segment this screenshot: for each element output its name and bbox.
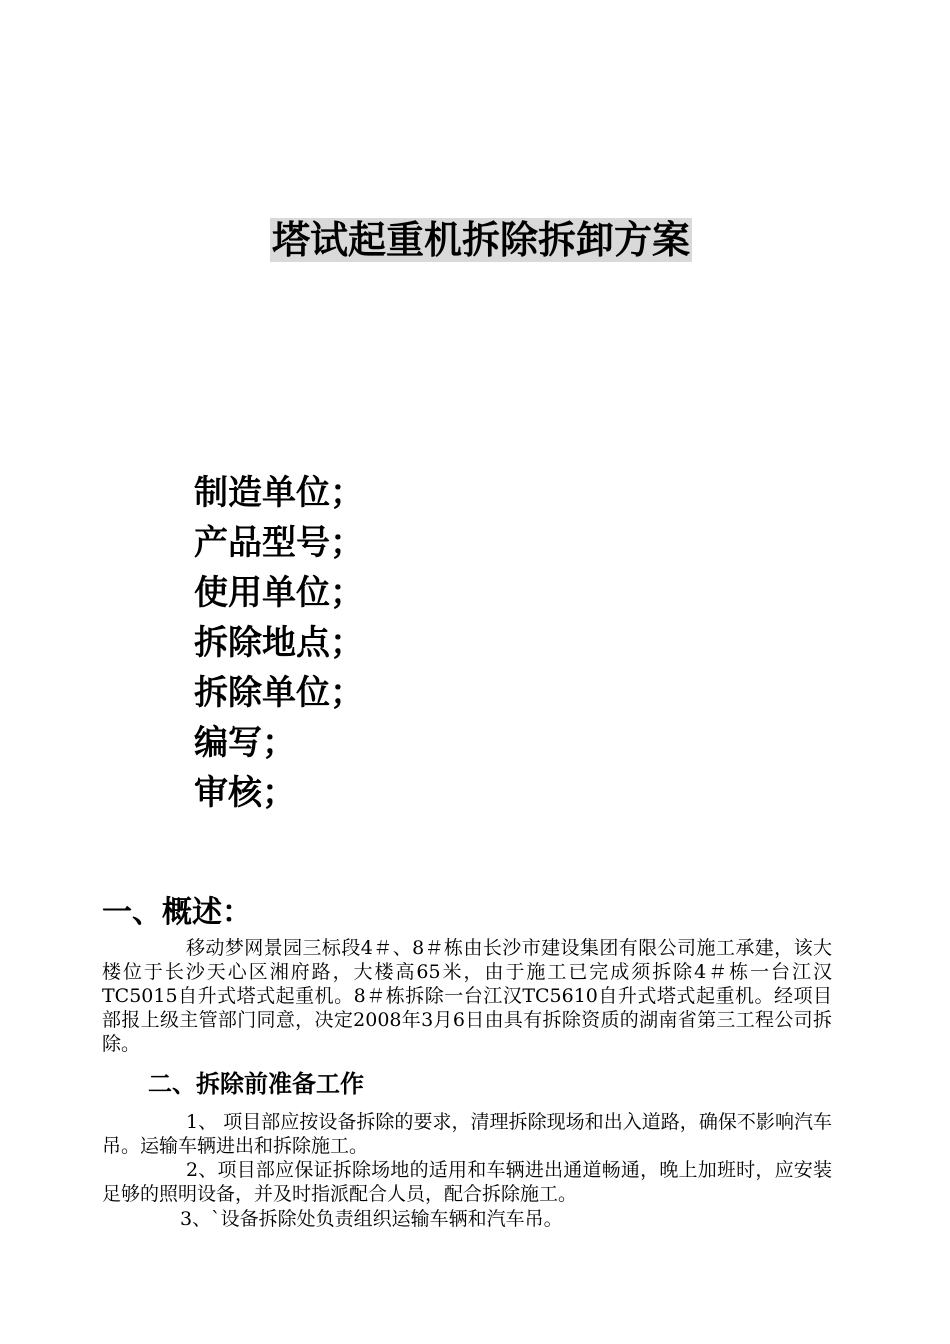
field-user-unit: 使用单位； <box>194 573 364 613</box>
section2-heading: 二、拆除前准备工作 <box>148 1069 364 1098</box>
section1-paragraph: 移动梦网景园三标段4＃、8＃栋由长沙市建设集团有限公司施工承建，该大楼位于长沙天心区湘府路，大楼高65米，由于施工已完成须拆除4＃栋一台江汉TC5015自升式塔式起重机。8＃栋拆除一台江汉TC5610自升式塔式起重机。经项目部报上级主管部门同意，决定2008年3月6日由具有拆除资质的湖南省第三工程公司拆除。 <box>102 937 832 1055</box>
info-field-list <box>194 468 364 818</box>
section2-item-3: 3、`设备拆除处负责组织运输车辆和汽车吊。 <box>180 1208 563 1230</box>
document-title: 塔试起重机拆除拆卸方案 <box>272 217 691 262</box>
field-reviewer: 审核； <box>194 773 296 813</box>
field-manufacturer: 制造单位； <box>194 473 364 513</box>
section1-heading: 一、概述： <box>102 895 252 930</box>
field-removal-location: 拆除地点； <box>194 623 364 663</box>
section2-item-2: 2、项目部应保证拆除场地的适用和车辆进出通道畅通，晚上加班时，应安装足够的照明设备，并及时指派配合人员，配合拆除施工。 <box>102 1159 832 1205</box>
field-removal-unit: 拆除单位； <box>194 673 364 713</box>
field-author: 编写； <box>194 723 296 763</box>
field-product-model: 产品型号； <box>194 523 364 563</box>
section2-item-1: 1、 项目部应按设备拆除的要求，清理拆除现场和出入道路，确保不影响汽车吊。运输车辆进出和拆除施工。 <box>102 1111 832 1157</box>
